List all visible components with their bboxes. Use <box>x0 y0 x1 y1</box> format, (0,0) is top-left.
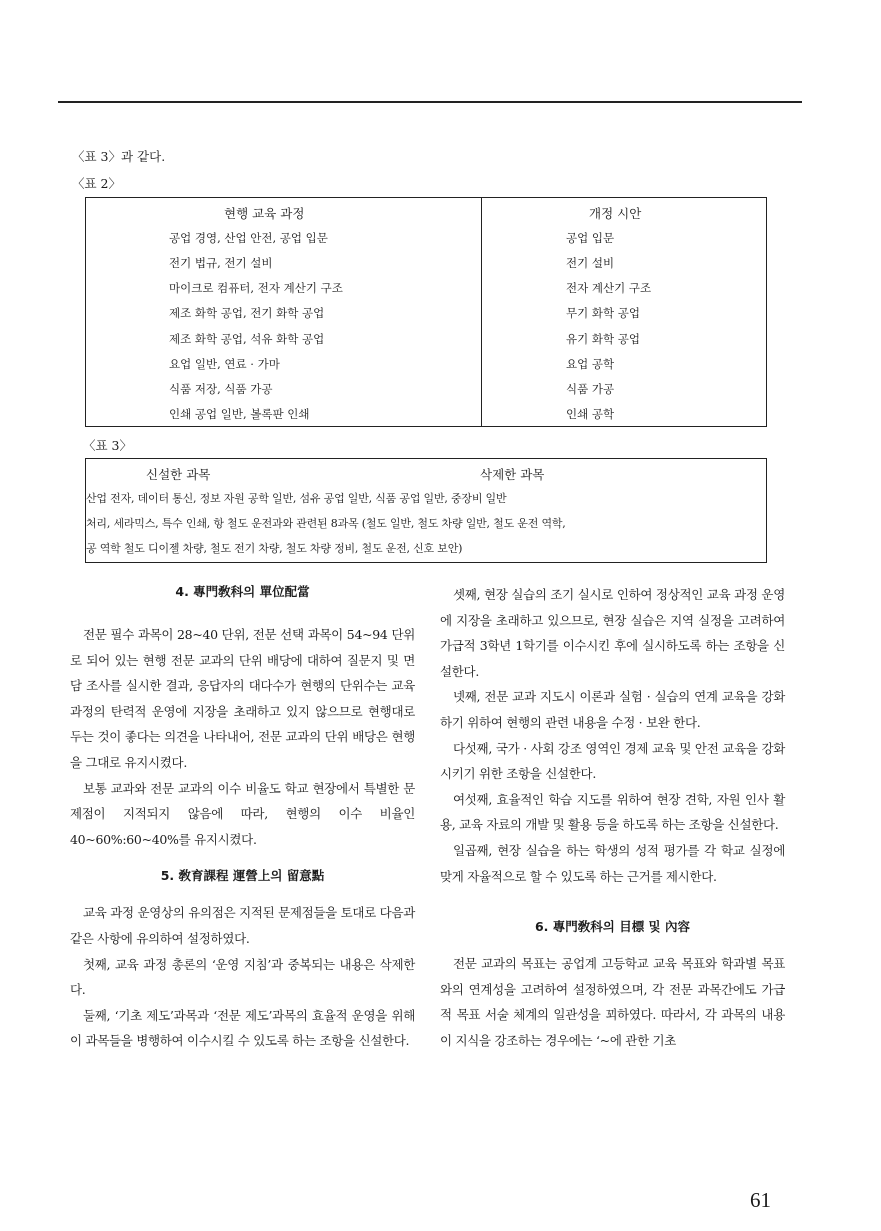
table2-header-right: 개정 시안 <box>589 206 642 221</box>
table2-row-right: 요업 공학 <box>566 357 615 371</box>
section-heading: 4. 專門敎科의 單位配當 <box>175 584 310 599</box>
table2-caption: 〈표 2〉 <box>72 176 122 191</box>
section-heading: 5. 敎育課程 運營上의 留意點 <box>160 868 325 884</box>
table2-row-left: 전기 법규, 전기 설비 <box>169 256 273 270</box>
table3-caption: 〈표 3〉 <box>83 438 133 453</box>
table2-row-left: 식품 저장, 식품 가공 <box>169 382 273 396</box>
table2-row-left: 마이크로 컴퓨터, 전자 계산기 구조 <box>169 281 343 295</box>
page-number: 61 <box>750 1188 771 1212</box>
table2-divider <box>481 198 482 426</box>
table2-row-left: 공업 경영, 산업 안전, 공업 입문 <box>169 231 328 245</box>
table2-row-right: 전기 설비 <box>566 256 615 270</box>
table3-header-right: 삭제한 과목 <box>480 467 545 482</box>
table3-row: 산업 전자, 데이터 통신, 정보 자원 공학 일반, 섬유 공업 일반, 식품 공업 일반, 중장비 일반 <box>86 492 507 505</box>
paragraph: 보통 교과와 전문 교과의 이수 비율도 학교 현장에서 특별한 문제점이 지적되지 않음에 따라, 현행의 이수 비율인 40~60%:60~40%를 유지시켰다. <box>70 780 415 847</box>
table3 <box>85 458 767 563</box>
table2-row-right: 전자 계산기 구조 <box>566 281 652 295</box>
table2-row-right: 식품 가공 <box>566 382 615 396</box>
section-heading: 6. 專門敎科의 目標 및 內容 <box>534 919 690 935</box>
paragraph: 전문 교과의 목표는 공업계 고등학교 교육 목표와 학과별 목표와의 연계성을 고려하여 설정하였으며, 각 전문 과목간에도 가급적 목표 서술 체계의 일관성을 꾀하였다. 따라서, 각 과목의 내용이 지식을 강조하는 경우에는 ‘~에 관한 기초 <box>440 956 785 1048</box>
paragraph: 다섯째, 국가 · 사회 강조 영역인 경제 교육 및 안전 교육을 강화시키기 위한 조항을 신설한다. <box>440 740 785 782</box>
table2-row-left: 요업 일반, 연료 · 가마 <box>169 357 280 371</box>
table2-row-right: 공업 입문 <box>566 231 615 245</box>
table2-row-right: 무기 화학 공업 <box>566 306 640 320</box>
table2-row-left: 인쇄 공업 일반, 볼록판 인쇄 <box>169 407 310 421</box>
table2 <box>85 197 767 427</box>
table2-row-left: 제조 화학 공업, 석유 화학 공업 <box>169 332 325 346</box>
paragraph: 둘째, ‘기초 제도’과목과 ‘전문 제도’과목의 효율적 운영을 위해 이 과목들을 병행하여 이수시킬 수 있도록 하는 조항을 신설한다. <box>70 1007 415 1049</box>
paragraph: 셋째, 현장 실습의 조기 실시로 인하여 정상적인 교육 과정 운영에 지장을 초래하고 있으므로, 현장 실습은 지역 실정을 고려하여 가급적 3학년 1학기를 이수시킨 후에 실시하도록 하는 조항을 신설한다. <box>440 587 785 679</box>
table3-header-left: 신설한 과목 <box>146 467 211 482</box>
intro-line: 〈표 3〉과 같다. <box>72 149 166 164</box>
right-column <box>440 582 785 1054</box>
left-column <box>70 582 415 1054</box>
table2-row-right: 인쇄 공학 <box>566 407 615 421</box>
table2-header-left: 현행 교육 과정 <box>224 206 305 221</box>
paragraph: 넷째, 전문 교과 지도시 이론과 실험 · 실습의 연계 교육을 강화하기 위하여 현행의 관련 내용을 수정 · 보완 한다. <box>440 689 785 730</box>
table2-row-right: 유기 화학 공업 <box>566 332 640 346</box>
paragraph: 일곱째, 현장 실습을 하는 학생의 성적 평가를 각 학교 실정에 맞게 자율적으로 할 수 있도록 하는 근거를 제시한다. <box>440 842 785 884</box>
paragraph: 여섯째, 효율적인 학습 지도를 위하여 현장 견학, 자원 인사 활용, 교육 자료의 개발 및 활용 등을 하도록 하는 조항을 신설한다. <box>440 791 785 833</box>
header-rule <box>58 101 802 103</box>
paragraph: 전문 필수 과목이 28~40 단위, 전문 선택 과목이 54~94 단위로 되어 있는 현행 전문 교과의 단위 배당에 대하여 질문지 및 면담 조사를 실시한 결과, 응답자의 대다수가 현행의 단위수는 교육 과정의 탄력적 운영에 지장을 초래하고 있지 않으므로 현행대로 두는 것이 좋다는 의견을 나타내어, 전문 교과의 단위 배당은 현행을 그대로 유지시켰다. <box>70 627 415 770</box>
table3-row: 공 역학 철도 디이젤 차량, 철도 전기 차량, 철도 차량 정비, 철도 운전, 신호 보안) <box>86 542 463 555</box>
paragraph: 첫째, 교육 과정 총론의 ‘운영 지침’과 중복되는 내용은 삭제한다. <box>70 956 415 998</box>
table3-row: 처리, 세라믹스, 특수 인쇄, 항 철도 운전과와 관련된 8과목 (철도 일반, 철도 차량 일반, 철도 운전 역학, <box>86 517 566 530</box>
table2-row-left: 제조 화학 공업, 전기 화학 공업 <box>169 306 325 320</box>
paragraph: 교육 과정 운영상의 유의점은 지적된 문제점들을 토대로 다음과 같은 사항에 유의하여 설정하였다. <box>70 905 415 946</box>
